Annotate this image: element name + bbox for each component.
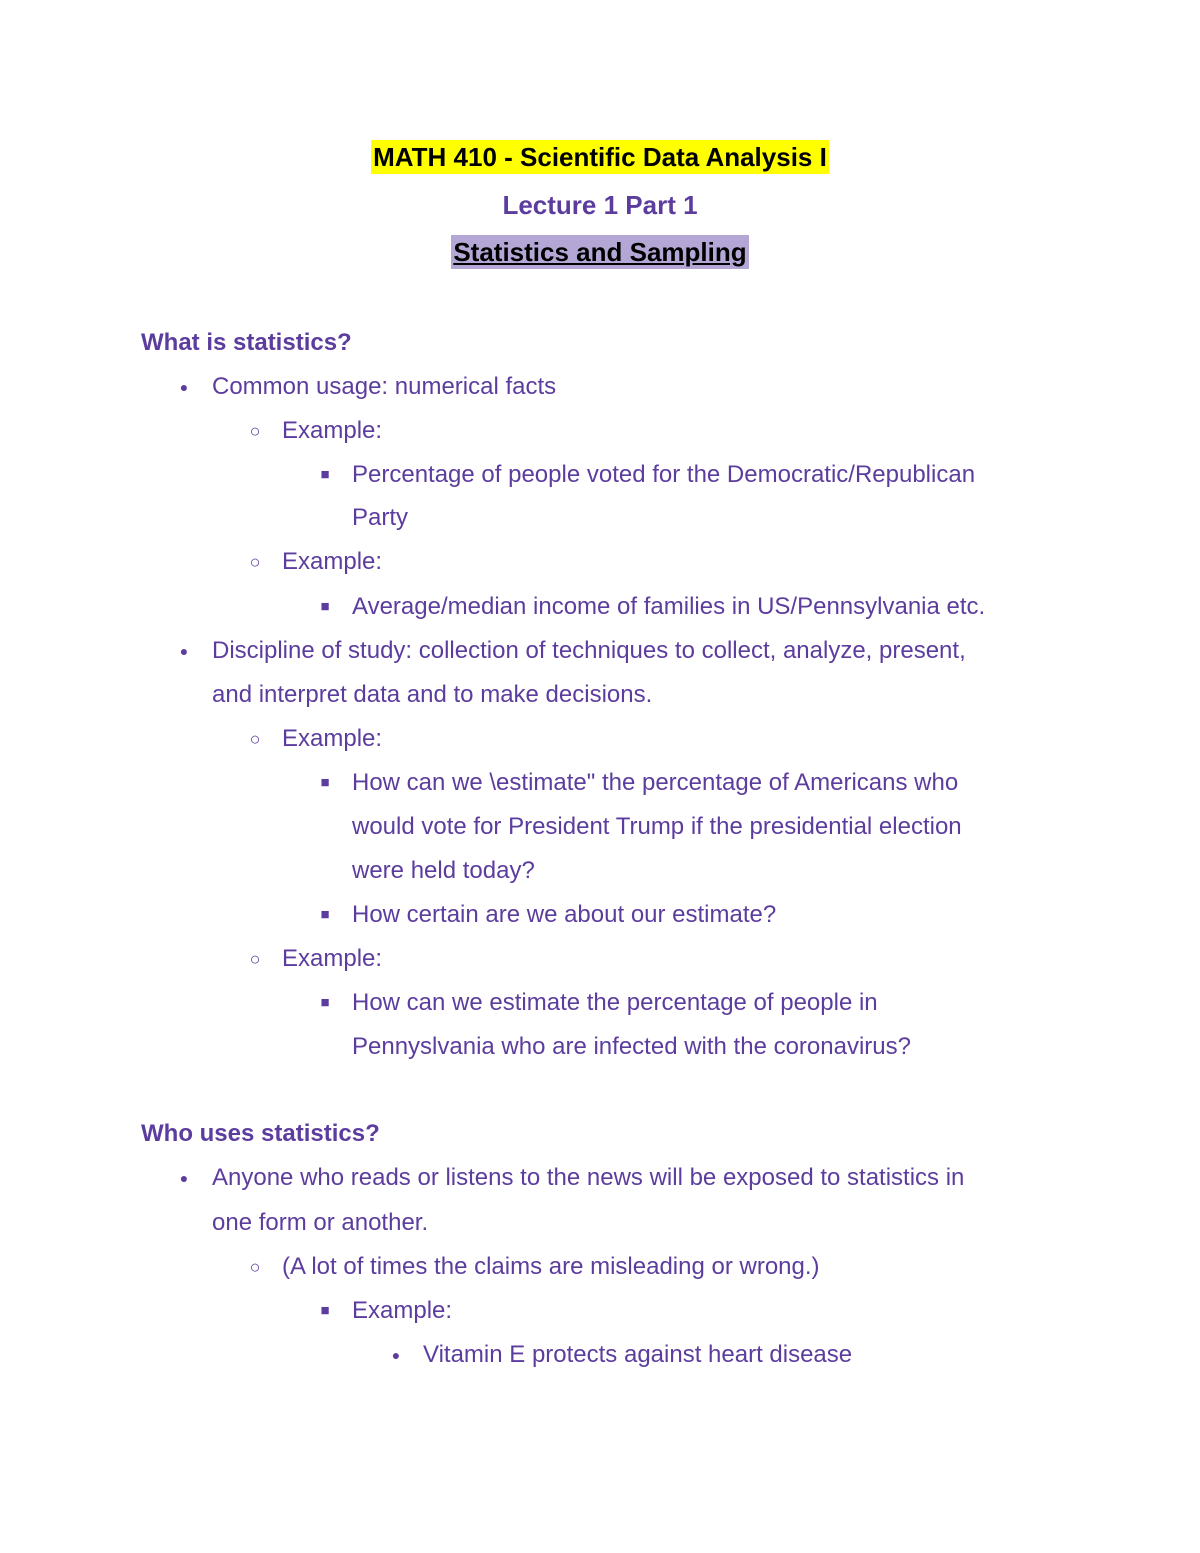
topic-title-row xyxy=(0,235,1200,269)
bullet-square-icon: ■ xyxy=(320,906,330,923)
bullet-square-icon: ■ xyxy=(320,466,330,483)
bullet-square-icon: ■ xyxy=(320,1302,330,1319)
list-item: How certain are we about our estimate? xyxy=(352,901,777,928)
bullet-circle-icon: ○ xyxy=(249,421,261,441)
list-item: Example: xyxy=(282,945,383,972)
list-item: How can we estimate the percentage of people in xyxy=(352,989,878,1016)
list-item-continuation: Party xyxy=(352,504,409,531)
list-item: Common usage: numerical facts xyxy=(212,373,557,400)
bullet-square-icon: ■ xyxy=(320,598,330,615)
list-item: Percentage of people voted for the Democratic/Republican xyxy=(352,461,976,488)
list-item: Example: xyxy=(282,548,383,575)
bullet-disc-icon: ● xyxy=(179,643,189,659)
list-item: Discipline of study: collection of techniques to collect, analyze, present, xyxy=(212,637,966,664)
lecture-title-row xyxy=(0,188,1200,222)
course-title-row xyxy=(0,140,1200,174)
section-heading-what-is-statistics: What is statistics? xyxy=(141,329,352,356)
bullet-circle-icon: ○ xyxy=(249,1257,261,1277)
bullet-square-icon: ■ xyxy=(320,994,330,1011)
list-item: How can we \estimate" the percentage of Americans who xyxy=(352,769,959,796)
topic-title: Statistics and Sampling xyxy=(453,237,747,267)
bullet-circle-icon: ○ xyxy=(249,552,261,572)
list-item: (A lot of times the claims are misleading or wrong.) xyxy=(282,1253,820,1280)
bullet-circle-icon: ○ xyxy=(249,949,261,969)
course-title: MATH 410 - Scientific Data Analysis I xyxy=(373,142,827,172)
list-item: Average/median income of families in US/Pennsylvania etc. xyxy=(352,593,986,620)
section-heading-who-uses-statistics: Who uses statistics? xyxy=(141,1120,380,1147)
list-item-continuation: one form or another. xyxy=(212,1209,429,1236)
list-item-continuation: would vote for President Trump if the presidential election xyxy=(352,813,962,840)
bullet-circle-icon: ○ xyxy=(249,729,261,749)
list-item: Example: xyxy=(282,725,383,752)
list-item: Example: xyxy=(352,1297,453,1324)
list-item: Anyone who reads or listens to the news will be exposed to statistics in xyxy=(212,1164,965,1191)
bullet-disc-icon: ● xyxy=(179,379,189,395)
bullet-disc-icon: ● xyxy=(391,1347,401,1363)
list-item-continuation: were held today? xyxy=(352,857,535,884)
list-item: Vitamin E protects against heart disease xyxy=(423,1341,853,1368)
bullet-square-icon: ■ xyxy=(320,774,330,791)
list-item-continuation: Pennyslvania who are infected with the coronavirus? xyxy=(352,1033,911,1060)
list-item: Example: xyxy=(282,417,383,444)
list-item-continuation: and interpret data and to make decisions. xyxy=(212,681,653,708)
bullet-disc-icon: ● xyxy=(179,1170,189,1186)
lecture-title: Lecture 1 Part 1 xyxy=(502,190,698,220)
